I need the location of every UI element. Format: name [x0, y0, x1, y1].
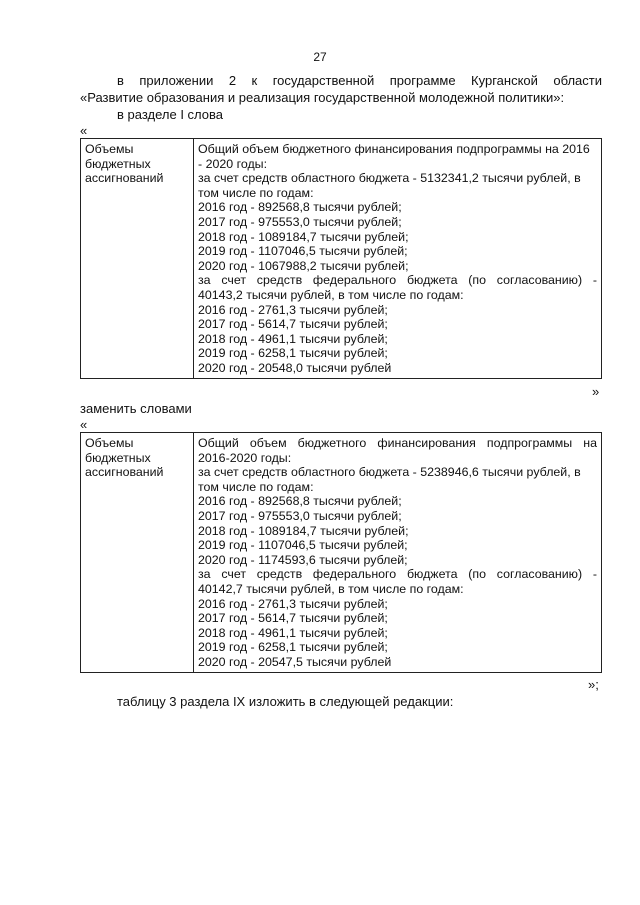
label-line: ассигнований	[85, 171, 164, 186]
content-line: Общий объем бюджетного финансирования подпрограммы на 2016	[198, 142, 590, 156]
content-line: 2016 год - 2761,3 тысячи рублей;	[198, 302, 388, 317]
budget-table-old	[80, 138, 602, 379]
close-quote-old: »	[592, 384, 600, 399]
intro-line-2: «Развитие образования и реализация государственной молодежной политики»:	[80, 90, 565, 105]
replace-text: заменить словами	[80, 401, 192, 416]
close-quote-new: »;	[588, 677, 599, 692]
budget-table-new	[80, 432, 602, 673]
content-line: том числе по годам:	[198, 185, 314, 200]
content-line: 2017 год - 5614,7 тысячи рублей;	[198, 317, 388, 332]
content-line: за счет средств федерального бюджета (по согласованию) -	[198, 567, 597, 582]
content-line: 2018 год - 4961,1 тысячи рублей;	[198, 625, 388, 640]
label-cell	[81, 139, 194, 379]
label-line: бюджетных	[85, 156, 151, 171]
content-line: 2017 год - 975553,0 тысячи рублей;	[198, 214, 402, 229]
content-line: 2017 год - 5614,7 тысячи рублей;	[198, 611, 388, 626]
content-line: - 2020 годы:	[198, 156, 268, 171]
content-line: 2016 год - 892568,8 тысячи рублей;	[198, 494, 402, 509]
table-row	[81, 139, 602, 379]
content-cell	[194, 433, 602, 673]
content-line: 2016-2020 годы:	[198, 450, 292, 465]
content-line: 2020 год - 20547,5 тысячи рублей	[198, 654, 392, 669]
content-line: 2016 год - 2761,3 тысячи рублей;	[198, 596, 388, 611]
open-quote-new: «	[80, 417, 88, 432]
final-text: таблицу 3 раздела IX изложить в следующей редакции:	[117, 694, 454, 709]
content-line: 2019 год - 6258,1 тысячи рублей;	[198, 640, 388, 655]
content-line: 2020 год - 1067988,2 тысячи рублей;	[198, 258, 409, 273]
content-line: 2018 год - 1089184,7 тысячи рублей;	[198, 523, 409, 538]
page-number: 27	[313, 50, 327, 64]
content-line: 2020 год - 20548,0 тысячи рублей	[198, 360, 392, 375]
label-line: ассигнований	[85, 465, 164, 480]
content-line: за счет средств областного бюджета - 5238946,6 тысячи рублей, в	[198, 465, 581, 480]
intro-line-3: в разделе I слова	[117, 107, 223, 122]
content-line: Общий объем бюджетного финансирования подпрограммы на	[198, 436, 597, 450]
content-line: 2019 год - 1107046,5 тысячи рублей;	[198, 538, 408, 553]
content-cell	[194, 139, 602, 379]
open-quote-old: «	[80, 123, 88, 138]
label-line: бюджетных	[85, 450, 151, 465]
label-line: Объемы	[85, 142, 134, 156]
content-line: 2016 год - 892568,8 тысячи рублей;	[198, 200, 402, 215]
content-line: за счет средств федерального бюджета (по согласованию) -	[198, 273, 597, 288]
content-line: 40143,2 тысячи рублей, в том числе по годам:	[198, 287, 464, 302]
content-line: 2018 год - 1089184,7 тысячи рублей;	[198, 229, 409, 244]
content-line: 2018 год - 4961,1 тысячи рублей;	[198, 331, 388, 346]
table-row	[81, 433, 602, 673]
label-line: Объемы	[85, 436, 134, 450]
content-line: том числе по годам:	[198, 479, 314, 494]
intro-line-1: в приложении 2 к государственной программе Курганской области	[117, 73, 602, 88]
content-line: 2020 год - 1174593,6 тысячи рублей;	[198, 552, 408, 567]
content-line: 2017 год - 975553,0 тысячи рублей;	[198, 508, 402, 523]
content-line: 2019 год - 1107046,5 тысячи рублей;	[198, 244, 408, 259]
content-line: 40142,7 тысячи рублей, в том числе по годам:	[198, 581, 464, 596]
content-line: 2019 год - 6258,1 тысячи рублей;	[198, 346, 388, 361]
content-line: за счет средств областного бюджета - 5132341,2 тысячи рублей, в	[198, 171, 581, 186]
label-cell	[81, 433, 194, 673]
